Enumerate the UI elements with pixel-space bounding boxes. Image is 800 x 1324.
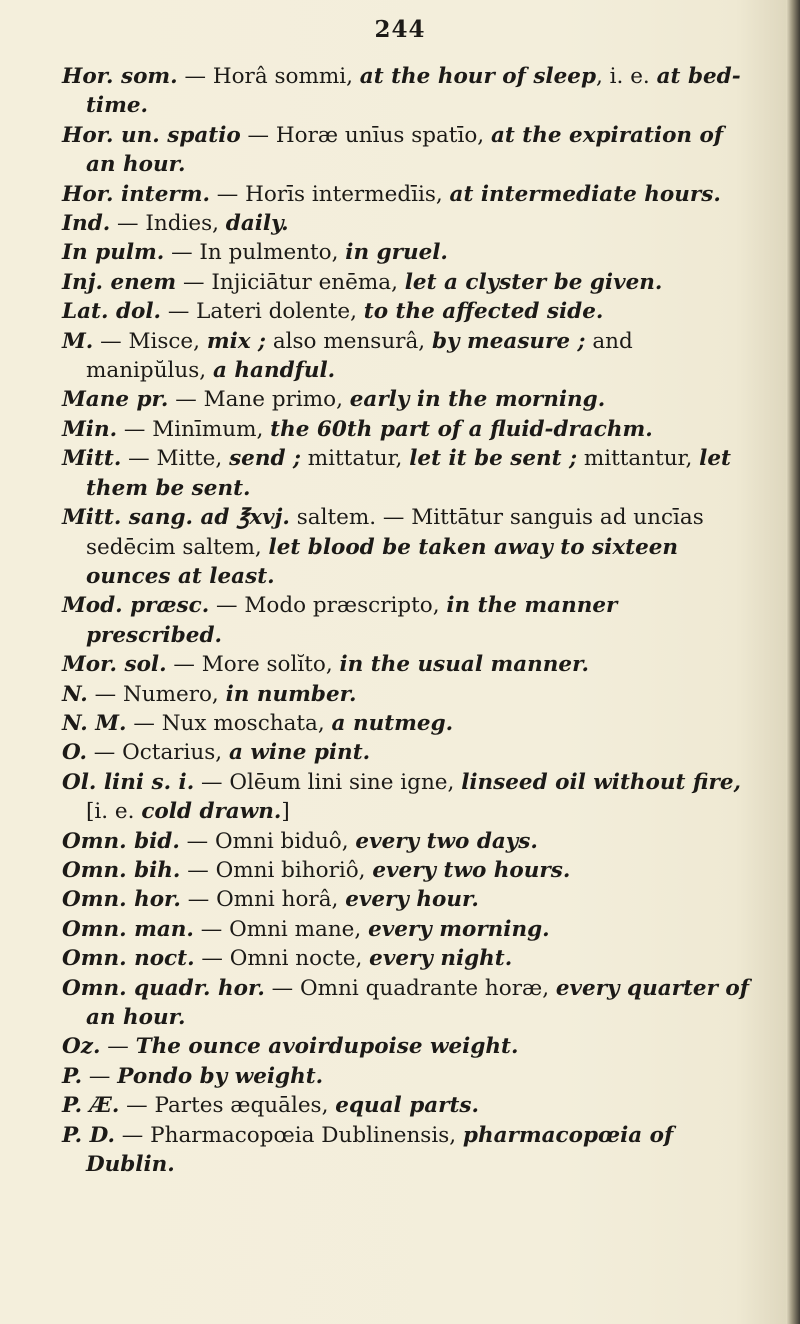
list-item <box>62 738 752 767</box>
entry-separator: — <box>82 1063 118 1089</box>
list-item <box>62 650 752 679</box>
entry-translation: in the usual manner. <box>339 652 589 678</box>
entry-translation: equal parts. <box>335 1093 480 1119</box>
entry-separator: — <box>209 593 245 619</box>
entry-translation: mix ; <box>206 328 266 354</box>
entry-abbreviation: Mitt. sang. ad ℥xvj. <box>62 505 290 531</box>
entry-translation: let blood be taken away to sixteen ounces at least. <box>86 534 679 589</box>
entry-separator: — <box>117 416 153 442</box>
entry-separator: — <box>193 916 230 942</box>
entry-latin-text: Omni biduô, <box>214 828 356 854</box>
list-item <box>62 180 752 209</box>
entry-translation: send ; <box>229 446 301 472</box>
entry-separator: — <box>180 857 216 883</box>
entry-separator: — <box>168 387 204 413</box>
list-item <box>62 121 752 180</box>
entry-abbreviation: P. D. <box>62 1122 115 1148</box>
list-item <box>62 1091 752 1120</box>
entry-translation: at intermediate hours. <box>449 181 721 207</box>
entry-translation: let it be sent ; <box>409 446 578 472</box>
entry-translation: in the manner prescribed. <box>86 593 618 648</box>
entry-separator: — <box>264 975 301 1001</box>
entry-translation: linseed oil without fire, <box>461 769 742 795</box>
entry-latin-text: Minīmum, <box>152 416 271 442</box>
entry-latin-text: Partes æquāles, <box>154 1093 336 1119</box>
list-item <box>62 297 752 326</box>
list-item <box>62 503 752 591</box>
entry-separator: — <box>100 1034 136 1060</box>
entry-abbreviation: Omn. quadr. hor. <box>62 975 265 1001</box>
entry-separator: — <box>110 211 146 237</box>
entry-latin-text: and manipŭlus, <box>86 328 633 384</box>
entry-separator: — <box>240 122 276 148</box>
entry-abbreviation: Lat. dol. <box>62 299 161 325</box>
list-item <box>62 209 752 238</box>
entry-separator: — <box>176 269 212 295</box>
list-item <box>62 768 752 827</box>
entry-separator: — <box>114 1122 151 1148</box>
entry-latin-text: Injiciātur enēma, <box>211 269 405 295</box>
entry-latin-text: also mensurâ, <box>266 328 432 354</box>
entry-latin-text: In pulmento, <box>199 240 346 266</box>
list-item <box>62 885 752 914</box>
entry-translation: early in the morning. <box>349 387 606 413</box>
entry-latin-text: Mitte, <box>156 446 230 472</box>
entry-separator: — <box>121 446 157 472</box>
list-item <box>62 944 752 973</box>
entry-translation: let them be sent. <box>86 446 731 501</box>
entry-abbreviation: Mod. præsc. <box>62 593 210 619</box>
entry-abbreviation: O. <box>62 740 87 766</box>
entry-separator: — <box>164 240 200 266</box>
entry-translation: cold drawn. <box>141 799 282 825</box>
entry-translation: let a clyster be given. <box>404 269 663 295</box>
entry-abbreviation: Oz. <box>62 1034 101 1060</box>
entry-abbreviation: Omn. hor. <box>62 887 181 913</box>
entry-latin-text: ] <box>281 799 290 825</box>
entry-latin-text: Omni mane, <box>229 916 369 942</box>
entry-translation: to the affected side. <box>363 299 604 325</box>
entry-separator: — <box>160 299 197 325</box>
entry-translation: a wine pint. <box>228 740 371 766</box>
entry-translation: pharmacopœia of Dublin. <box>86 1122 674 1178</box>
entry-abbreviation: Min. <box>62 416 118 442</box>
list-item <box>62 444 752 503</box>
entry-latin-text: Omni nocte, <box>229 946 370 972</box>
entry-separator: — <box>209 181 246 207</box>
entry-abbreviation: Omn. bid. <box>62 828 180 854</box>
entry-abbreviation: N. <box>62 681 88 707</box>
entry-abbreviation: Ol. lini s. i. <box>62 769 195 795</box>
entry-latin-text: mittantur, <box>577 446 700 472</box>
entry-abbreviation: Hor. un. spatio <box>62 122 241 148</box>
entry-translation: at the expiration of an hour. <box>86 122 724 178</box>
list-item <box>62 62 752 121</box>
list-item <box>62 709 752 738</box>
entry-separator: — <box>194 769 230 795</box>
entry-translation: daily. <box>225 211 289 237</box>
entry-separator: — <box>119 1093 155 1119</box>
entry-latin-text: Horīs intermedīis, <box>245 181 450 207</box>
list-item <box>62 1032 752 1061</box>
entry-translation: every night. <box>369 946 513 972</box>
entry-translation: every hour. <box>345 887 479 913</box>
entry-latin-text: , i. e. <box>596 64 657 89</box>
entry-latin-text: Modo præscripto, <box>244 593 447 619</box>
entry-abbreviation: Omn. man. <box>62 916 194 942</box>
entry-separator: — <box>126 710 162 736</box>
page-edge-shadow <box>786 0 800 1324</box>
list-item <box>62 238 752 267</box>
entry-translation: The ounce avoirdupoise weight. <box>135 1034 519 1060</box>
entry-separator: — <box>179 828 215 854</box>
entry-translation: at the hour of sleep <box>359 64 596 89</box>
entry-translation: every quarter of an hour. <box>86 975 749 1030</box>
entry-abbreviation: Omn. bih. <box>62 857 181 883</box>
entry-separator: — <box>166 652 202 678</box>
entry-abbreviation: Hor. interm. <box>62 181 210 207</box>
list-item <box>62 856 752 885</box>
entry-translation: every two days. <box>355 828 538 854</box>
entry-abbreviation: Mor. sol. <box>62 652 167 678</box>
entry-latin-text: Lateri dolente, <box>196 299 364 325</box>
entry-translation: in number. <box>225 681 357 707</box>
entry-latin-text: Omni quadrante horæ, <box>300 975 556 1001</box>
entry-separator: — <box>93 328 129 354</box>
entry-latin-text: Nux moschata, <box>161 710 332 736</box>
list-item <box>62 415 752 444</box>
entry-latin-text: More solĭto, <box>201 652 340 678</box>
entry-translation: every morning. <box>368 916 550 942</box>
list-item <box>62 268 752 297</box>
entry-latin-text: Horâ sommi, <box>212 64 360 89</box>
entry-abbreviation: M. <box>62 328 94 354</box>
entry-abbreviation: Hor. som. <box>62 64 178 89</box>
entry-latin-text: Mane primo, <box>203 387 350 413</box>
entry-abbreviation: In pulm. <box>62 240 165 266</box>
list-item <box>62 327 752 386</box>
entry-abbreviation: Mane pr. <box>62 387 169 413</box>
entry-latin-text: Omni bihoriô, <box>215 857 373 883</box>
list-item <box>62 385 752 414</box>
list-item <box>62 680 752 709</box>
entry-latin-text: saltem. — Mittātur sanguis ad uncīas sedēcim saltem, <box>86 505 704 560</box>
entry-translation: every two hours. <box>372 857 571 883</box>
entry-separator: — <box>177 64 213 89</box>
entry-abbreviation: P. <box>62 1063 83 1089</box>
entry-latin-text: Indies, <box>145 211 226 237</box>
entry-latin-text: Olēum lini sine igne, <box>229 769 462 795</box>
list-item <box>62 1062 752 1091</box>
entry-abbreviation: N. M. <box>62 710 127 736</box>
list-item <box>62 1121 752 1180</box>
entry-translation: a nutmeg. <box>331 710 454 736</box>
entry-translation: by measure ; <box>431 328 586 354</box>
abbreviation-list <box>62 62 752 1179</box>
entry-separator: — <box>86 740 123 766</box>
entry-latin-text: Numero, <box>122 681 226 707</box>
entry-translation: a handful. <box>212 358 336 384</box>
entry-separator: — <box>180 887 217 913</box>
entry-latin-text: [i. e. <box>86 799 142 825</box>
entry-separator: — <box>87 681 123 707</box>
entry-translation: in gruel. <box>345 240 448 266</box>
entry-latin-text: Octarius, <box>122 740 229 766</box>
entry-abbreviation: Mitt. <box>62 446 122 472</box>
entry-abbreviation: Inj. enem <box>62 269 177 295</box>
entry-separator: — <box>194 946 230 972</box>
entry-translation: Pondo by weight. <box>117 1063 324 1089</box>
list-item <box>62 915 752 944</box>
page-number: 244 <box>374 16 426 43</box>
entry-latin-text: Misce, <box>128 328 207 354</box>
entry-translation: at bed-time. <box>86 64 741 119</box>
entry-translation: the 60th part of a fluid-drachm. <box>270 416 653 442</box>
entry-latin-text: Omni horâ, <box>216 887 346 913</box>
entry-abbreviation: Ind. <box>62 211 111 237</box>
list-item <box>62 827 752 856</box>
entry-latin-text: Pharmacopœia Dublinensis, <box>150 1122 463 1148</box>
entry-latin-text: mittatur, <box>300 446 410 472</box>
entry-separator <box>290 505 297 530</box>
list-item <box>62 974 752 1033</box>
entry-abbreviation: P. Æ. <box>62 1093 120 1119</box>
entry-latin-text: Horæ unīus spatīo, <box>275 122 491 148</box>
entry-abbreviation: Omn. noct. <box>62 946 195 972</box>
list-item <box>62 591 752 650</box>
